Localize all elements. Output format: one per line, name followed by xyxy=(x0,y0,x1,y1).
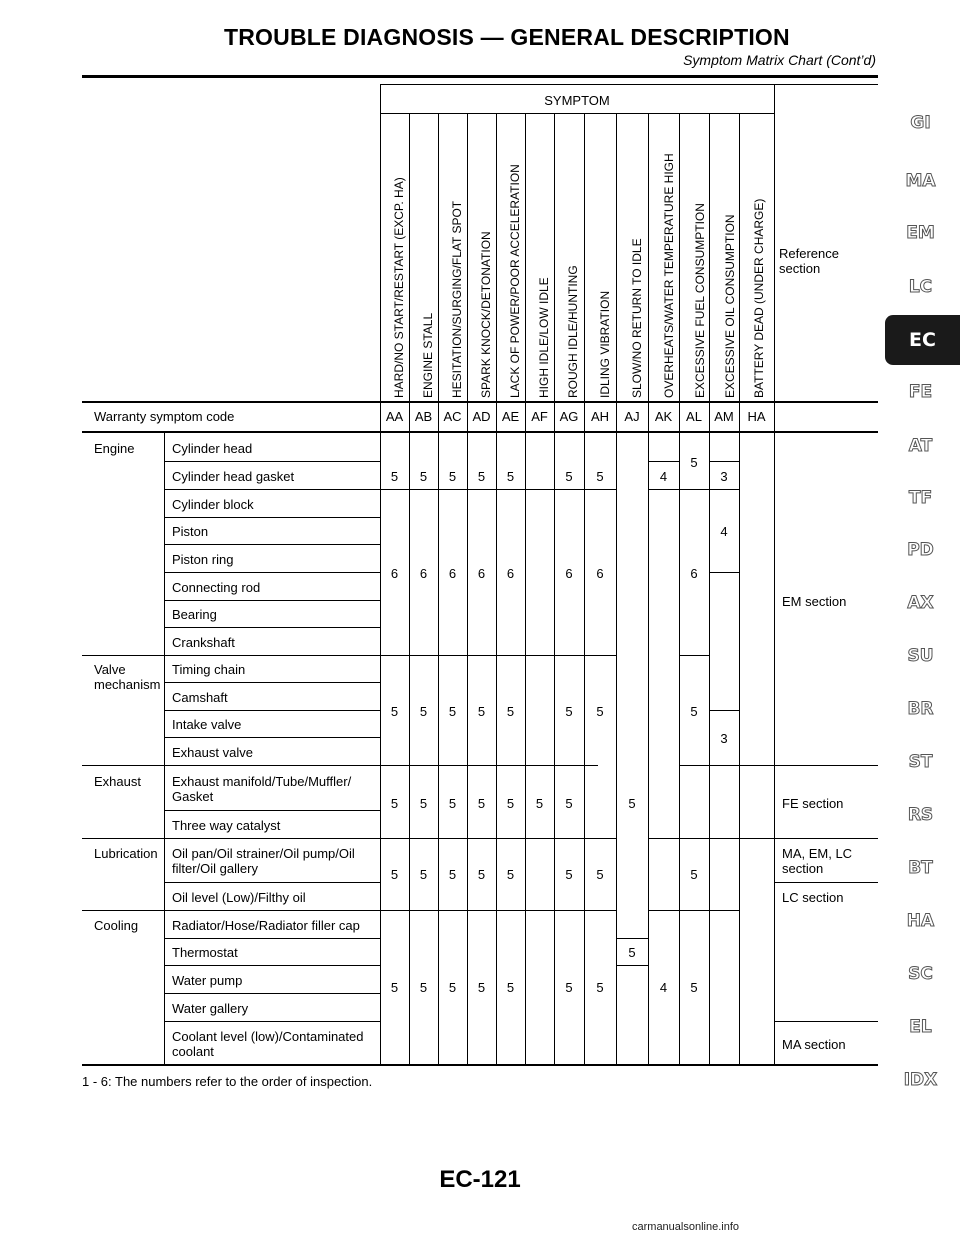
tab-bt[interactable]: BT xyxy=(908,858,933,878)
code-cell: AM xyxy=(714,409,734,424)
grid-line xyxy=(496,113,497,1064)
grid-line xyxy=(739,113,740,1064)
item-label: Exhaust valve xyxy=(172,745,253,760)
tab-at[interactable]: AT xyxy=(908,436,933,456)
symptom-header: SYMPTOM xyxy=(544,93,610,108)
reference-cell: EM section xyxy=(782,594,847,609)
value-cell: 4 xyxy=(659,980,668,995)
value-cell: 5 xyxy=(690,455,698,470)
value-cell: 6 xyxy=(506,566,515,581)
item-label: Intake valve xyxy=(172,717,242,732)
code-cell: AB xyxy=(414,409,433,424)
value-cell: 6 xyxy=(419,566,428,581)
item-label: Water pump xyxy=(172,973,243,988)
col-header: HARD/NO START/RESTART (EXCP. HA) xyxy=(392,177,406,398)
code-cell: AH xyxy=(590,409,610,424)
value-cell: 5 xyxy=(596,980,604,995)
value-cell: 5 xyxy=(448,867,457,882)
code-cell: AF xyxy=(531,409,548,424)
section-tabs xyxy=(881,0,960,1242)
grid-line xyxy=(774,882,878,883)
reference-cell: LC section xyxy=(782,890,844,905)
grid-line xyxy=(82,401,878,403)
value-cell: 5 xyxy=(690,867,698,882)
value-cell: 5 xyxy=(535,796,544,811)
item-label: Bearing xyxy=(172,607,217,622)
reference-cell: MA section xyxy=(782,1037,846,1052)
tab-pd[interactable]: PD xyxy=(907,540,934,560)
value-cell: 5 xyxy=(477,469,486,484)
item-label: Timing chain xyxy=(172,662,246,677)
reference-cell: FE section xyxy=(782,796,844,811)
grid-line xyxy=(164,737,380,738)
group-cooling: Cooling xyxy=(94,918,139,933)
grid-line xyxy=(648,489,739,490)
tab-tf[interactable]: TF xyxy=(908,488,933,508)
value-cell: 5 xyxy=(506,980,515,995)
item-label: Thermostat xyxy=(172,945,238,960)
grid-line xyxy=(409,113,410,1064)
group-engine: Engine xyxy=(94,441,135,456)
grid-line xyxy=(709,572,739,573)
value-cell: 5 xyxy=(390,796,399,811)
code-cell: HA xyxy=(747,409,766,424)
grid-line xyxy=(380,113,774,114)
value-cell: 5 xyxy=(390,867,399,882)
item-label: Exhaust manifold/Tube/Muffler/ Gasket xyxy=(172,774,352,804)
grid-line xyxy=(616,938,648,939)
tab-br[interactable]: BR xyxy=(907,699,934,719)
item-label: Oil level (Low)/Filthy oil xyxy=(172,890,306,905)
item-label: Crankshaft xyxy=(172,635,235,650)
col-header: SPARK KNOCK/DETONATION xyxy=(479,231,493,398)
grid-line xyxy=(164,627,380,628)
col-header: HIGH IDLE/LOW IDLE xyxy=(537,277,551,398)
grid-line xyxy=(709,113,710,1064)
item-label: Radiator/Hose/Radiator filler cap xyxy=(172,918,360,933)
value-cell: 5 xyxy=(506,469,515,484)
grid-line xyxy=(584,113,585,1064)
grid-line xyxy=(82,1064,878,1066)
value-cell: 4 xyxy=(720,524,728,539)
item-label: Cylinder head gasket xyxy=(172,469,295,484)
value-cell: 5 xyxy=(477,796,486,811)
grid-line xyxy=(679,113,680,1064)
item-label: Connecting rod xyxy=(172,580,261,595)
value-cell: 5 xyxy=(419,704,428,719)
code-cell: AD xyxy=(472,409,491,424)
value-cell: 5 xyxy=(565,469,573,484)
col-header: EXCESSIVE FUEL CONSUMPTION xyxy=(693,203,707,398)
value-cell: 5 xyxy=(565,867,573,882)
value-cell: 6 xyxy=(565,566,573,581)
value-cell: 5 xyxy=(690,704,698,719)
item-label: Cylinder block xyxy=(172,497,254,512)
grid-line xyxy=(648,113,649,1064)
tab-lc[interactable]: LC xyxy=(908,277,933,297)
group-lubrication: Lubrication xyxy=(94,846,158,861)
grid-line xyxy=(164,882,380,883)
value-cell: 5 xyxy=(419,469,428,484)
grid-line xyxy=(82,655,616,656)
value-cell: 6 xyxy=(448,566,457,581)
item-label: Camshaft xyxy=(172,690,228,705)
grid-line xyxy=(679,655,709,656)
code-cell: AJ xyxy=(624,409,640,424)
item-label: Piston ring xyxy=(172,552,234,567)
value-cell: 5 xyxy=(506,704,515,719)
value-cell: 5 xyxy=(565,980,573,995)
col-header: ROUGH IDLE/HUNTING xyxy=(566,265,580,398)
value-cell: 5 xyxy=(506,796,515,811)
grid-line xyxy=(164,544,380,545)
grid-line xyxy=(164,572,380,573)
col-header: BATTERY DEAD (UNDER CHARGE) xyxy=(752,198,766,398)
grid-line xyxy=(380,84,381,1064)
group-exhaust: Exhaust xyxy=(94,774,141,789)
item-label: Coolant level (low)/Contaminated coolant xyxy=(172,1029,364,1059)
value-cell: 5 xyxy=(448,704,457,719)
grid-line xyxy=(554,489,616,490)
code-cell: AA xyxy=(385,409,404,424)
page-number: EC-121 xyxy=(439,1166,521,1193)
warranty-label: Warranty symptom code xyxy=(94,409,235,424)
col-header: LACK OF POWER/POOR ACCELERATION xyxy=(508,164,522,398)
col-header: EXCESSIVE OIL CONSUMPTION xyxy=(723,214,737,398)
item-label: Cylinder head xyxy=(172,441,253,456)
value-cell: 5 xyxy=(390,469,399,484)
reference-cell: MA, EM, LC section xyxy=(782,846,853,876)
grid-line xyxy=(525,113,526,1064)
value-cell: 5 xyxy=(690,980,698,995)
grid-line xyxy=(648,838,878,839)
item-label: Oil pan/Oil strainer/Oil pump/Oil filter/Oil gallery xyxy=(172,846,355,876)
value-cell: 5 xyxy=(596,867,604,882)
tab-st[interactable]: ST xyxy=(908,752,933,772)
tab-ma[interactable]: MA xyxy=(905,171,936,191)
value-cell: 5 xyxy=(565,704,573,719)
value-cell: 5 xyxy=(596,704,604,719)
grid-line xyxy=(438,113,439,1064)
code-cell: AL xyxy=(686,409,702,424)
code-cell: AC xyxy=(443,409,462,424)
value-cell: 5 xyxy=(390,980,399,995)
value-cell: 6 xyxy=(390,566,399,581)
value-cell: 5 xyxy=(448,796,457,811)
grid-line xyxy=(616,965,648,966)
tab-gi[interactable]: GI xyxy=(910,113,931,133)
grid-line xyxy=(648,910,739,911)
col-header: ENGINE STALL xyxy=(421,312,435,398)
value-cell: 5 xyxy=(506,867,515,882)
value-cell: 5 xyxy=(565,796,573,811)
tab-ha[interactable]: HA xyxy=(906,911,935,931)
value-cell: 6 xyxy=(596,566,604,581)
item-label: Piston xyxy=(172,524,209,539)
grid-line xyxy=(164,461,380,462)
grid-line xyxy=(774,1021,878,1022)
value-cell: 5 xyxy=(477,980,486,995)
tab-ec[interactable]: EC xyxy=(885,315,960,365)
value-cell: 5 xyxy=(419,980,428,995)
value-cell: 3 xyxy=(720,469,728,484)
value-cell: 5 xyxy=(628,796,636,811)
code-cell: AK xyxy=(654,409,673,424)
grid-line xyxy=(709,710,739,711)
grid-line xyxy=(616,113,617,1064)
tab-su[interactable]: SU xyxy=(907,646,934,666)
page-subtitle: Symptom Matrix Chart (Cont’d) xyxy=(683,52,876,68)
value-cell: 5 xyxy=(448,980,457,995)
tab-fe[interactable]: FE xyxy=(908,382,933,402)
grid-line xyxy=(774,84,775,1064)
grid-line xyxy=(164,993,380,994)
grid-line xyxy=(82,910,616,911)
reference-header: Reference section xyxy=(779,246,839,276)
value-cell: 5 xyxy=(419,867,428,882)
tab-el[interactable]: EL xyxy=(909,1017,932,1037)
grid-line xyxy=(164,938,380,939)
grid-line xyxy=(164,431,165,1064)
grid-line xyxy=(554,113,555,1064)
grid-line xyxy=(82,838,616,839)
tab-idx[interactable]: IDX xyxy=(903,1070,938,1090)
value-cell: 6 xyxy=(477,566,486,581)
value-cell: 6 xyxy=(690,566,698,581)
value-cell: 5 xyxy=(448,469,457,484)
grid-line xyxy=(164,710,380,711)
tab-rs[interactable]: RS xyxy=(907,805,934,825)
grid-line xyxy=(164,517,380,518)
code-cell: AG xyxy=(559,409,579,424)
grid-line xyxy=(648,461,679,462)
grid-line xyxy=(82,765,598,766)
value-cell: 4 xyxy=(659,469,668,484)
grid-line xyxy=(164,1021,380,1022)
col-header: IDLING VIBRATION xyxy=(598,290,612,398)
footnote: 1 - 6: The numbers refer to the order of inspection. xyxy=(82,1074,373,1089)
tab-em[interactable]: EM xyxy=(906,223,935,243)
value-cell: 5 xyxy=(477,704,486,719)
grid-line xyxy=(164,810,380,811)
value-cell: 5 xyxy=(477,867,486,882)
value-cell: 5 xyxy=(596,469,604,484)
grid-line xyxy=(164,600,380,601)
value-cell: 5 xyxy=(390,704,399,719)
code-cell: AE xyxy=(501,409,520,424)
col-header: OVERHEATS/WATER TEMPERATURE HIGH xyxy=(662,153,676,398)
col-header: HESITATION/SURGING/FLAT SPOT xyxy=(450,200,464,398)
page-title: TROUBLE DIAGNOSIS — GENERAL DESCRIPTION xyxy=(224,24,790,50)
grid-line xyxy=(709,461,739,462)
value-cell: 5 xyxy=(628,945,636,960)
grid-line xyxy=(380,84,878,85)
value-cell: 5 xyxy=(419,796,428,811)
col-header: SLOW/NO RETURN TO IDLE xyxy=(630,238,644,398)
item-label: Three way catalyst xyxy=(172,818,281,833)
grid-line xyxy=(82,431,878,433)
grid-line xyxy=(164,965,380,966)
grid-line xyxy=(467,113,468,1064)
group-valve-mechanism: Valve mechanism xyxy=(94,662,161,692)
tab-sc[interactable]: SC xyxy=(908,964,933,984)
value-cell: 3 xyxy=(720,731,728,746)
grid-line xyxy=(164,682,380,683)
item-label: Water gallery xyxy=(172,1001,249,1016)
watermark: carmanualsonline.info xyxy=(632,1221,740,1233)
tab-ax[interactable]: AX xyxy=(907,593,934,613)
